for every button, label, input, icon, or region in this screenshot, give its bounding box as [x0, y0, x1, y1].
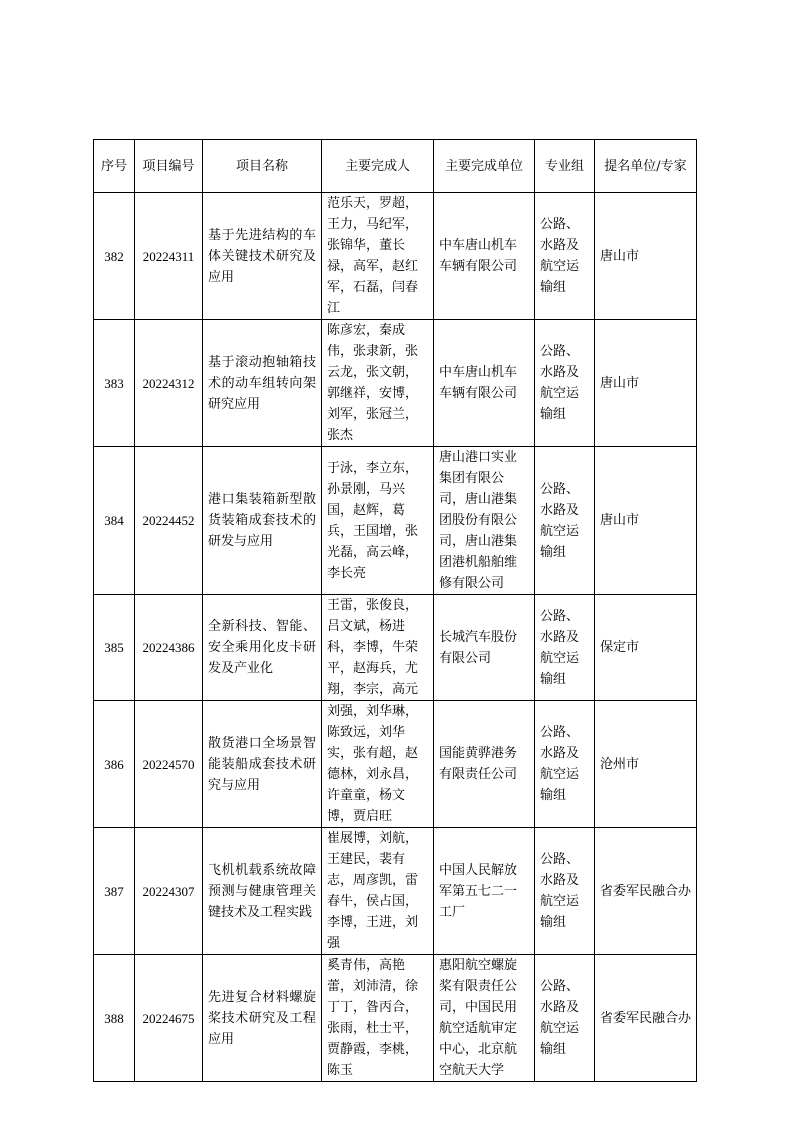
cell-units: 中车唐山机车车辆有限公司 — [434, 193, 535, 320]
cell-project-id: 20224311 — [135, 193, 203, 320]
cell-project-name: 基于先进结构的车体关键技术研究及应用 — [203, 193, 322, 320]
header-index: 序号 — [94, 140, 135, 193]
cell-project-name: 先进复合材料螺旋桨技术研究及工程应用 — [203, 955, 322, 1082]
cell-group: 公路、水路及航空运输组 — [535, 320, 595, 447]
cell-nominator: 唐山市 — [595, 320, 697, 447]
cell-group: 公路、水路及航空运输组 — [535, 193, 595, 320]
cell-units: 国能黄骅港务有限责任公司 — [434, 701, 535, 828]
table-row — [94, 828, 697, 955]
cell-persons: 陈彦宏，秦成伟，张隶新，张云龙，张文朝，郭继祥，安博，刘军，张冠兰，张杰 — [322, 320, 434, 447]
cell-persons: 于泳，李立东，孙景刚，马兴国，赵辉，葛兵，王国增，张光磊，高云峰，李长亮 — [322, 447, 434, 595]
table-row — [94, 595, 697, 701]
cell-index: 387 — [94, 828, 135, 955]
header-group: 专业组 — [535, 140, 595, 193]
table-row — [94, 193, 697, 320]
cell-persons: 奚青伟，高艳蕾，刘沛清，徐丁丁，昝丙合，张雨，杜士平，贾静霞，李桃，陈玉 — [322, 955, 434, 1082]
cell-project-id: 20224386 — [135, 595, 203, 701]
cell-index: 386 — [94, 701, 135, 828]
cell-persons: 王雷，张俊良，吕文斌，杨进科，李博，牛荣平，赵海兵，尤翔，李宗，高元 — [322, 595, 434, 701]
cell-project-name: 港口集装箱新型散货装箱成套技术的研发与应用 — [203, 447, 322, 595]
table-row — [94, 320, 697, 447]
cell-project-id: 20224307 — [135, 828, 203, 955]
cell-group: 公路、水路及航空运输组 — [535, 447, 595, 595]
cell-project-id: 20224570 — [135, 701, 203, 828]
header-persons: 主要完成人 — [322, 140, 434, 193]
table-row — [94, 447, 697, 595]
cell-persons: 崔展博，刘航，王建民，裴有志，周彦凯，雷春牛，侯占国，李博，王进，刘强 — [322, 828, 434, 955]
cell-nominator: 保定市 — [595, 595, 697, 701]
project-table — [93, 139, 697, 1082]
cell-project-name: 基于滚动抱轴箱技术的动车组转向架研究应用 — [203, 320, 322, 447]
header-row — [94, 140, 697, 193]
cell-nominator: 唐山市 — [595, 193, 697, 320]
cell-units: 惠阳航空螺旋桨有限责任公司，中国民用航空适航审定中心，北京航空航天大学 — [434, 955, 535, 1082]
cell-index: 385 — [94, 595, 135, 701]
cell-project-id: 20224452 — [135, 447, 203, 595]
cell-units: 长城汽车股份有限公司 — [434, 595, 535, 701]
cell-group: 公路、水路及航空运输组 — [535, 828, 595, 955]
cell-group: 公路、水路及航空运输组 — [535, 955, 595, 1082]
cell-units: 唐山港口实业集团有限公司，唐山港集团股份有限公司，唐山港集团港机船舶维修有限公司 — [434, 447, 535, 595]
header-nominator: 提名单位/专家 — [595, 140, 697, 193]
cell-project-name: 飞机机载系统故障预测与健康管理关键技术及工程实践 — [203, 828, 322, 955]
cell-project-name: 散货港口全场景智能装船成套技术研究与应用 — [203, 701, 322, 828]
table-row — [94, 955, 697, 1082]
header-units: 主要完成单位 — [434, 140, 535, 193]
cell-project-name: 全新科技、智能、安全乘用化皮卡研发及产业化 — [203, 595, 322, 701]
cell-project-id: 20224675 — [135, 955, 203, 1082]
cell-index: 388 — [94, 955, 135, 1082]
cell-nominator: 唐山市 — [595, 447, 697, 595]
header-project-name: 项目名称 — [203, 140, 322, 193]
cell-persons: 刘强，刘华琳，陈致远，刘华实，张有超，赵德林，刘永昌，许童童，杨文博，贾启旺 — [322, 701, 434, 828]
cell-units: 中车唐山机车车辆有限公司 — [434, 320, 535, 447]
cell-group: 公路、水路及航空运输组 — [535, 595, 595, 701]
cell-group: 公路、水路及航空运输组 — [535, 701, 595, 828]
cell-nominator: 省委军民融合办 — [595, 828, 697, 955]
cell-index: 383 — [94, 320, 135, 447]
cell-index: 382 — [94, 193, 135, 320]
cell-nominator: 省委军民融合办 — [595, 955, 697, 1082]
cell-units: 中国人民解放军第五七二一工厂 — [434, 828, 535, 955]
cell-index: 384 — [94, 447, 135, 595]
cell-nominator: 沧州市 — [595, 701, 697, 828]
header-project-id: 项目编号 — [135, 140, 203, 193]
cell-persons: 范乐天，罗超，王力，马纪军，张锦华，董长禄，高军，赵红军，石磊，闫春江 — [322, 193, 434, 320]
cell-project-id: 20224312 — [135, 320, 203, 447]
table-row — [94, 701, 697, 828]
